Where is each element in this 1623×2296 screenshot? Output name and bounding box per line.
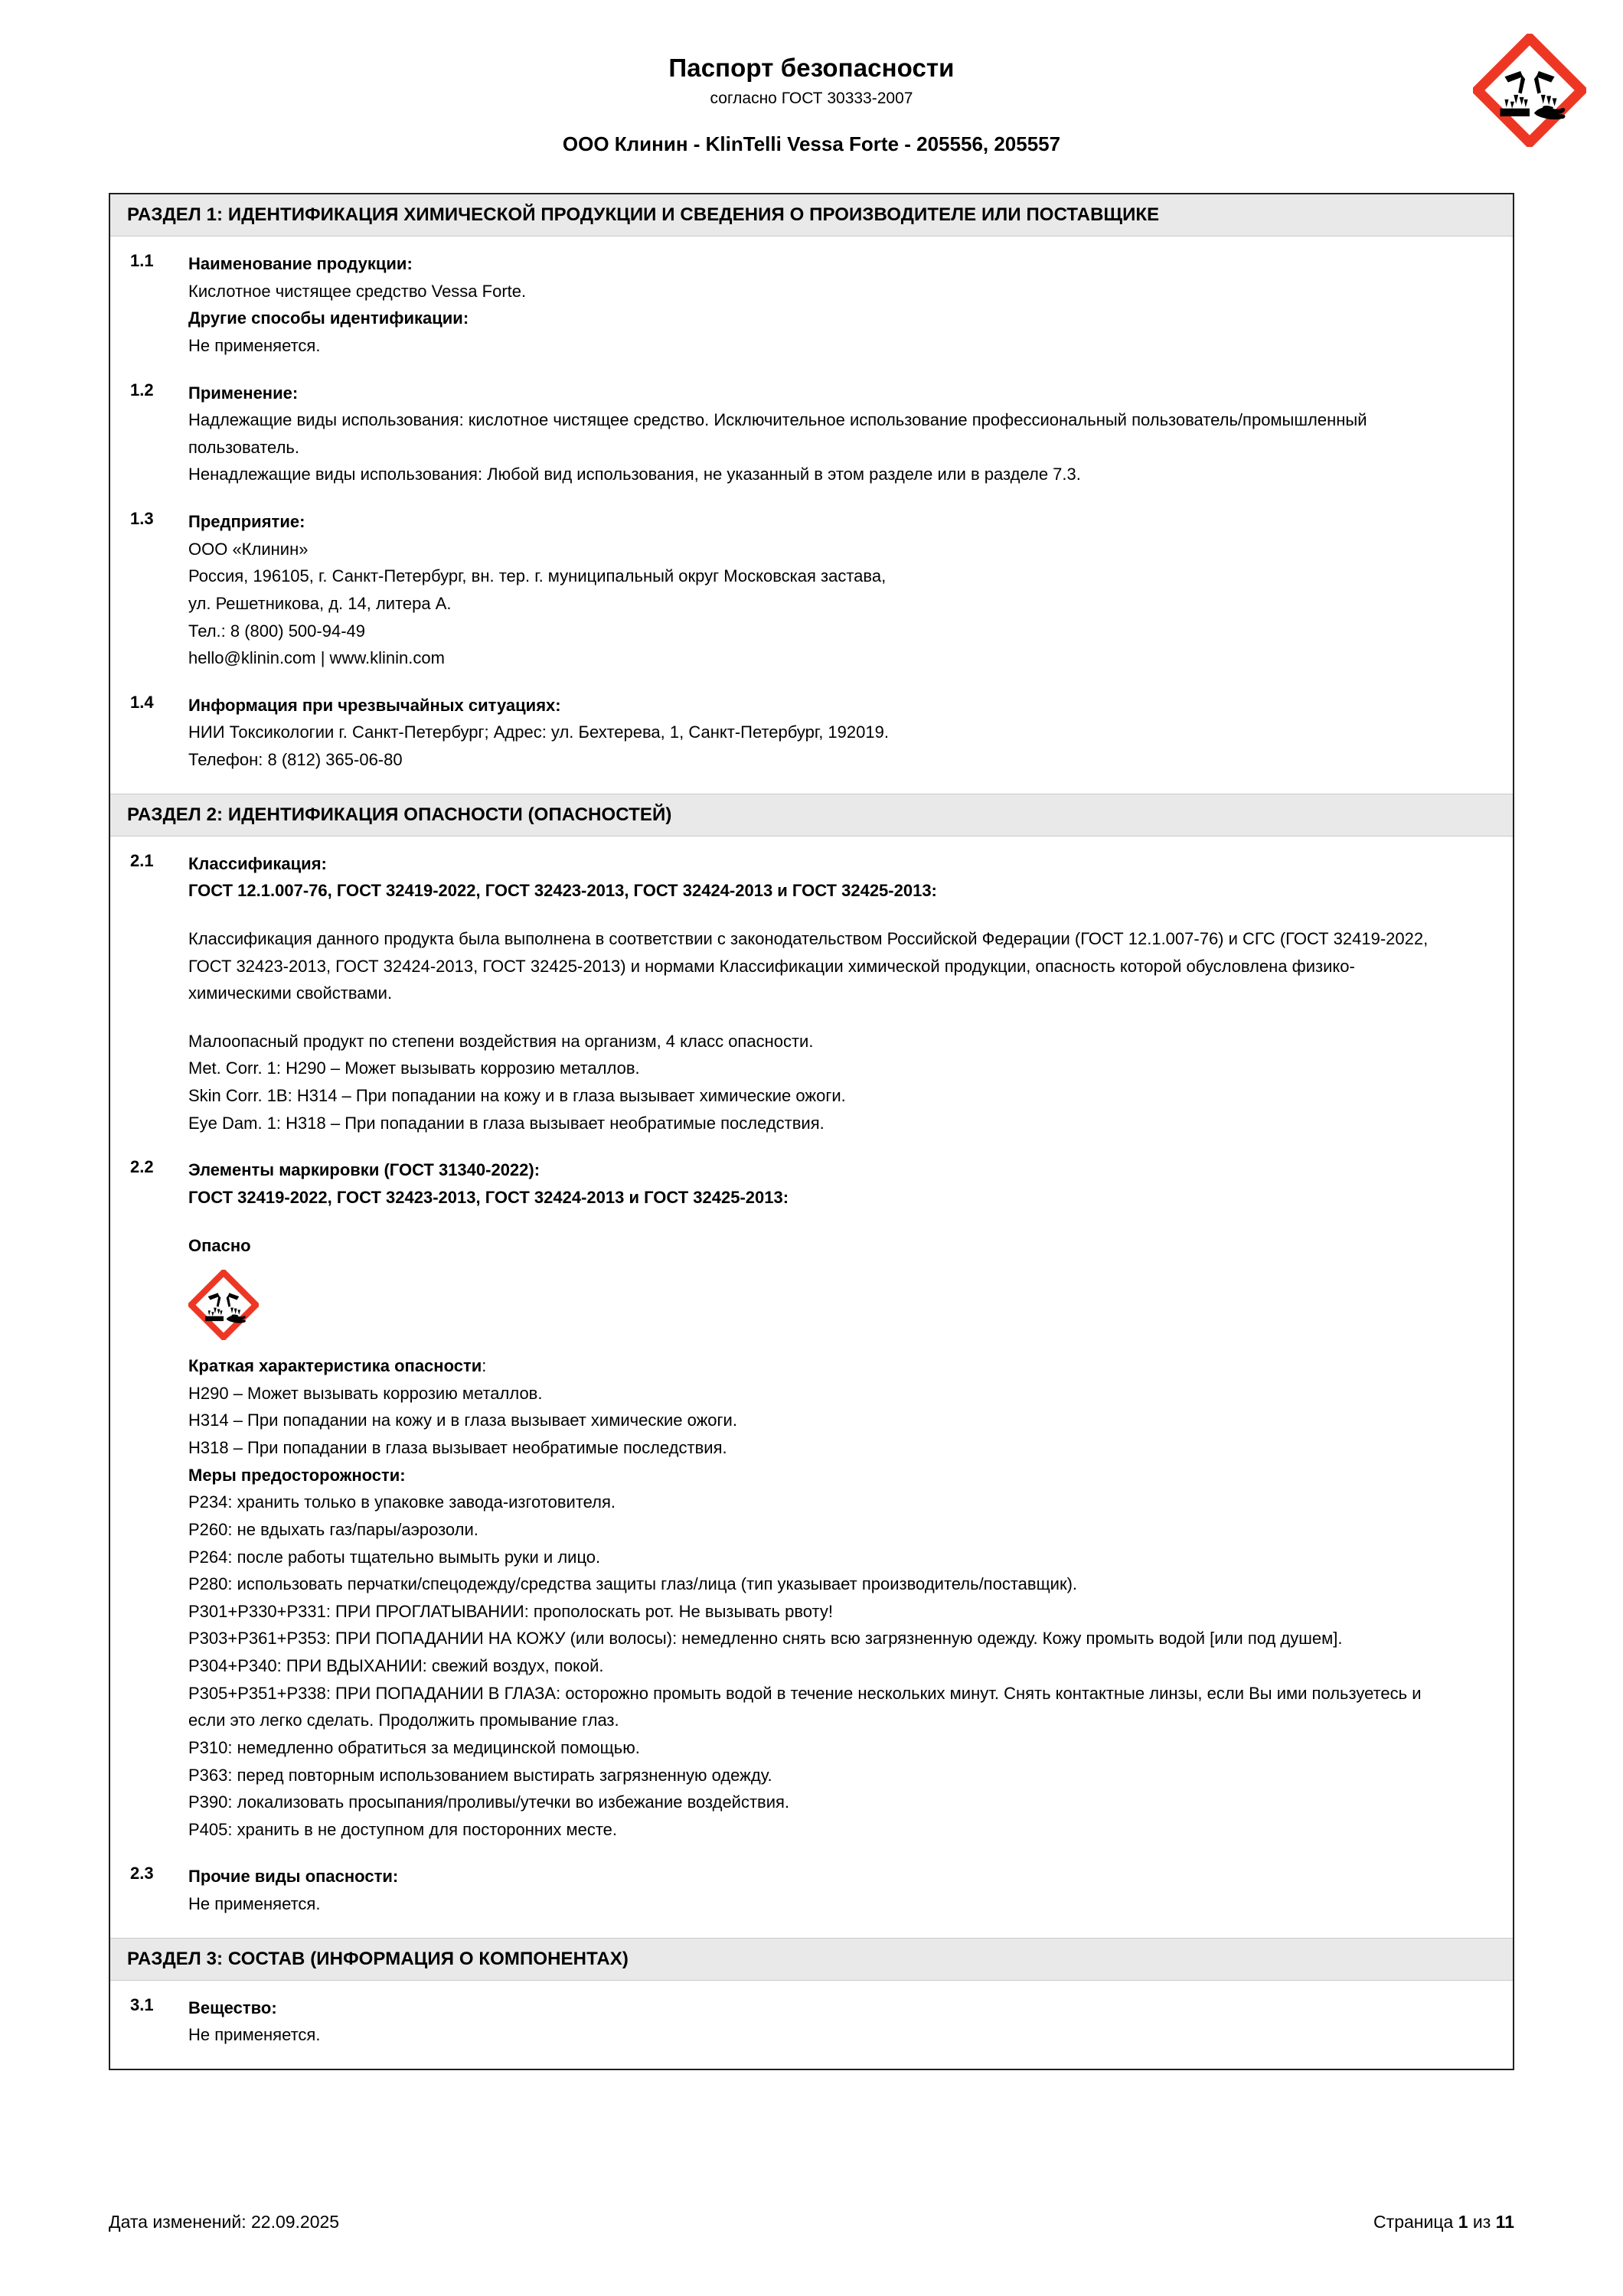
uses-advised-against: Ненадлежащие виды использования: Любой вид использования, не указанный в этом разделе или в разделе 7.3. (188, 465, 1081, 484)
precautionary-statements-heading: Меры предосторожности: (188, 1465, 406, 1485)
precautionary-statement: P280: использовать перчатки/спецодежду/средства защиты глаз/лица (тип указывает производитель/поставщик). (188, 1574, 1078, 1594)
standard-reference: согласно ГОСТ 30333-2007 (710, 89, 913, 107)
classification-eye-dam: Eye Dam. 1: H318 – При попадании в глаза вызывает необратимые последствия. (188, 1113, 825, 1133)
block-2-3 (130, 1863, 1493, 1917)
page-indicator (1373, 2212, 1514, 2232)
precautionary-statement: P305+P351+P338: ПРИ ПОПАДАНИИ В ГЛАЗА: осторожно промыть водой в течение нескольких минут. Снять контактные линзы, если Вы ими пользуетесь и если это легко сделать. Продолжить промывание глаз. (188, 1683, 1422, 1730)
block-number: 2.3 (130, 1864, 154, 1883)
page-number-current: 1 (1458, 2212, 1468, 2232)
emergency-phone: Телефон: 8 (812) 365-06-80 (188, 750, 403, 769)
section-1-header: РАЗДЕЛ 1: ИДЕНТИФИКАЦИЯ ХИМИЧЕСКОЙ ПРОДУКЦИИ И СВЕДЕНИЯ О ПРОИЗВОДИТЕЛЕ ИЛИ ПОСТАВЩИКЕ (110, 194, 1513, 236)
supplier-label: Предприятие: (188, 512, 305, 531)
page-title: Паспорт безопасности (668, 54, 955, 82)
precautionary-statement: P405: хранить в не доступном для посторонних месте. (188, 1819, 618, 1839)
section-3-body (110, 1981, 1513, 2069)
hazard-statement: H290 – Может вызывать коррозию металлов. (188, 1383, 543, 1403)
signal-word: Опасно (188, 1235, 251, 1255)
label-elements-standards: ГОСТ 32419-2022, ГОСТ 32423-2013, ГОСТ 32424-2013 и ГОСТ 32425-2013: (188, 1187, 789, 1207)
block-1-2 (130, 380, 1493, 489)
label-elements-label: Элементы маркировки (ГОСТ 31340-2022): (188, 1160, 540, 1180)
block-3-1 (130, 1994, 1493, 2049)
section-3-header: РАЗДЕЛ 3: СОСТАВ (ИНФОРМАЦИЯ О КОМПОНЕНТАХ) (110, 1938, 1513, 1981)
block-2-1 (130, 850, 1493, 1137)
hazard-class-statement: Малоопасный продукт по степени воздействия на организм, 4 класс опасности. (188, 1031, 814, 1051)
classification-paragraph: Классификация данного продукта была выполнена в соответствии с законодательством Российской Федерации (ГОСТ 12.1.007-76) и СГС (ГОСТ 32419-2022, ГОСТ 32423-2013, ГОСТ 32424-2013, ГОСТ 32425-2013) и нормами Классификации химической продукции, опасность которой обусловлена физико-химическими свойствами. (188, 928, 1429, 1003)
product-identifier: ООО Клинин - KlinTelli Vessa Forte - 205556, 205557 (562, 132, 1061, 155)
use-label: Применение: (188, 383, 299, 403)
revision-date: Дата изменений: 22.09.2025 (109, 2212, 340, 2232)
other-identification-value: Не применяется. (188, 335, 321, 355)
other-hazards-value: Не применяется. (188, 1894, 321, 1913)
section-2-header: РАЗДЕЛ 2: ИДЕНТИФИКАЦИЯ ОПАСНОСТИ (ОПАСНОСТЕЙ) (110, 794, 1513, 837)
classification-label: Классификация: (188, 853, 327, 873)
classification-met-corr: Met. Corr. 1: H290 – Может вызывать коррозию металлов. (188, 1058, 640, 1078)
precautionary-statement: P303+P361+P353: ПРИ ПОПАДАНИИ НА КОЖУ (или волосы): немедленно снять всю загрязненную одежду. Кожу промыть водой [или под душем]. (188, 1629, 1343, 1649)
emergency-center: НИИ Токсикологии г. Санкт-Петербург; Адрес: ул. Бехтерева, 1, Санкт-Петербург, 192019. (188, 722, 889, 742)
hazard-statement: H318 – При попадании в глаза вызывает необратимые последствия. (188, 1438, 727, 1457)
block-number: 1.4 (130, 692, 154, 712)
hazard-statement: H314 – При попадании на кожу и в глаза вызывает химические ожоги. (188, 1411, 737, 1430)
supplier-address-line-1: Россия, 196105, г. Санкт-Петербург, вн. тер. г. муниципальный округ Московская застава, (188, 566, 887, 586)
emergency-label: Информация при чрезвычайных ситуациях: (188, 695, 561, 715)
page-indicator-mid: из (1468, 2212, 1496, 2232)
document-footer (109, 2212, 1514, 2232)
ghs-corrosion-icon (1473, 34, 1586, 147)
supplier-email-website: hello@klinin.com | www.klinin.com (188, 648, 445, 668)
supplier-company: ООО «Клинин» (188, 539, 309, 559)
precautionary-statement: P390: локализовать просыпания/проливы/утечки во избежание воздействия. (188, 1792, 790, 1812)
supplier-address-line-2: ул. Решетникова, д. 14, литера А. (188, 593, 452, 613)
precautionary-statement: P310: немедленно обратиться за медицинской помощью. (188, 1737, 640, 1757)
substance-label: Вещество: (188, 1998, 277, 2017)
block-number: 3.1 (130, 1994, 154, 2014)
identified-uses: Надлежащие виды использования: кислотное чистящее средство. Исключительное использование профессиональный пользователь/промышленный пользователь. (188, 410, 1367, 457)
section-1-body (110, 236, 1513, 794)
document-header (0, 0, 1623, 153)
hazard-statements-heading-text: Краткая характеристика опасности (188, 1356, 482, 1376)
section-2-body (110, 837, 1513, 1938)
precautionary-statement: P301+P330+P331: ПРИ ПРОГЛАТЫВАНИИ: прополоскать рот. Не вызывать рвоту! (188, 1601, 833, 1621)
hazard-statements-heading-colon: : (482, 1356, 487, 1376)
substance-value: Не применяется. (188, 2025, 321, 2045)
block-1-3 (130, 508, 1493, 672)
precautionary-statement: P264: после работы тщательно вымыть руки и лицо. (188, 1547, 601, 1567)
other-hazards-label: Прочие виды опасности: (188, 1867, 399, 1887)
precautionary-statement: P363: перед повторным использованием выстирать загрязненную одежду. (188, 1765, 772, 1785)
hazard-statements-heading (188, 1352, 1459, 1380)
block-number: 1.1 (130, 251, 154, 270)
classification-standards: ГОСТ 12.1.007-76, ГОСТ 32419-2022, ГОСТ 32423-2013, ГОСТ 32424-2013 и ГОСТ 32425-2013: (188, 881, 937, 901)
page-number-total: 11 (1495, 2212, 1514, 2232)
block-number: 2.1 (130, 850, 154, 870)
supplier-phone: Тел.: 8 (800) 500-94-49 (188, 621, 365, 641)
block-2-2 (130, 1156, 1493, 1843)
other-identification-label: Другие способы идентификации: (188, 308, 469, 328)
block-number: 1.3 (130, 509, 154, 528)
precautionary-statement: P304+P340: ПРИ ВДЫХАНИИ: свежий воздух, покой. (188, 1656, 604, 1675)
product-name-label: Наименование продукции: (188, 254, 413, 273)
page-indicator-prefix: Страница (1373, 2212, 1458, 2232)
precautionary-statement: P234: хранить только в упаковке завода-изготовителя. (188, 1492, 616, 1512)
block-number: 1.2 (130, 380, 154, 400)
block-1-1 (130, 250, 1493, 360)
precautionary-statement: P260: не вдыхать газ/пары/аэрозоли. (188, 1519, 478, 1539)
classification-skin-corr: Skin Corr. 1B: H314 – При попадании на кожу и в глаза вызывает химические ожоги. (188, 1086, 846, 1105)
product-name-value: Кислотное чистящее средство Vessa Forte. (188, 281, 527, 301)
ghs-corrosion-icon (188, 1270, 259, 1340)
sds-content-frame (109, 193, 1514, 2070)
block-1-4 (130, 692, 1493, 774)
block-number: 2.2 (130, 1157, 154, 1177)
